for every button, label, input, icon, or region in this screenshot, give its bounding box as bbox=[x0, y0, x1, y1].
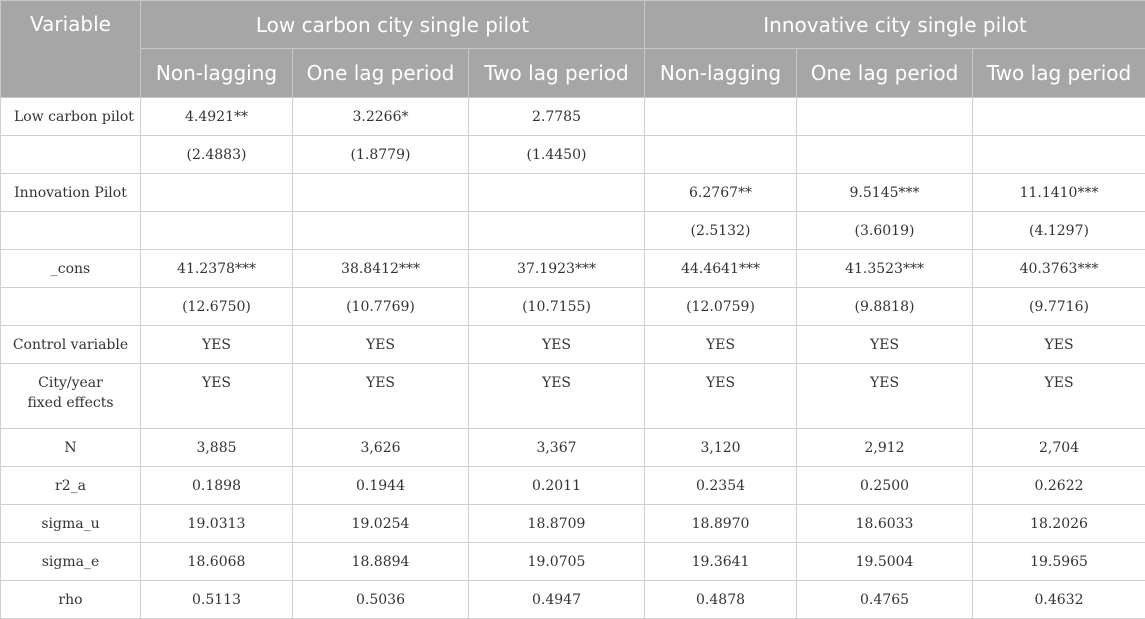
table-cell: (12.0759) bbox=[645, 288, 797, 326]
table-cell: 18.2026 bbox=[973, 505, 1145, 543]
table-cell bbox=[797, 136, 973, 174]
table-cell: 3.2266* bbox=[293, 98, 469, 136]
table-row bbox=[1, 288, 1145, 326]
header-subcol: Two lag period bbox=[469, 49, 645, 98]
table-cell: 0.5113 bbox=[141, 581, 293, 619]
table-row bbox=[1, 174, 1145, 212]
row-label: N bbox=[1, 429, 141, 467]
row-label: sigma_e bbox=[1, 543, 141, 581]
table-cell: YES bbox=[293, 326, 469, 364]
header-group-innovative: Innovative city single pilot bbox=[645, 1, 1145, 49]
table-cell bbox=[645, 98, 797, 136]
table-cell: YES bbox=[141, 364, 293, 429]
table-cell bbox=[141, 174, 293, 212]
table-cell: 18.6033 bbox=[797, 505, 973, 543]
table-cell: 0.4632 bbox=[973, 581, 1145, 619]
table-cell: 0.1898 bbox=[141, 467, 293, 505]
table-cell: (10.7769) bbox=[293, 288, 469, 326]
table-row bbox=[1, 429, 1145, 467]
table-cell: 0.4765 bbox=[797, 581, 973, 619]
table-cell: 3,120 bbox=[645, 429, 797, 467]
table-cell: 0.2011 bbox=[469, 467, 645, 505]
table-cell: 2,912 bbox=[797, 429, 973, 467]
table-cell bbox=[797, 98, 973, 136]
table-cell: 19.3641 bbox=[645, 543, 797, 581]
table-cell bbox=[645, 136, 797, 174]
table-cell: 0.2500 bbox=[797, 467, 973, 505]
table-row bbox=[1, 505, 1145, 543]
table-cell: 19.0705 bbox=[469, 543, 645, 581]
table-cell bbox=[973, 136, 1145, 174]
table-cell: 2.7785 bbox=[469, 98, 645, 136]
table-cell: 0.4947 bbox=[469, 581, 645, 619]
table-cell: YES bbox=[469, 326, 645, 364]
table-cell: 0.1944 bbox=[293, 467, 469, 505]
table-cell: (1.4450) bbox=[469, 136, 645, 174]
table-cell bbox=[973, 98, 1145, 136]
table-cell: 41.3523*** bbox=[797, 250, 973, 288]
table-cell: 19.0254 bbox=[293, 505, 469, 543]
table-cell: YES bbox=[973, 364, 1145, 429]
table-cell: (9.7716) bbox=[973, 288, 1145, 326]
table-cell: 0.2354 bbox=[645, 467, 797, 505]
table-row bbox=[1, 212, 1145, 250]
table-cell: 40.3763*** bbox=[973, 250, 1145, 288]
table-cell: 18.8709 bbox=[469, 505, 645, 543]
table-cell: 0.2622 bbox=[973, 467, 1145, 505]
row-label: rho bbox=[1, 581, 141, 619]
table-cell: YES bbox=[973, 326, 1145, 364]
row-label bbox=[1, 364, 141, 429]
table-cell: (4.1297) bbox=[973, 212, 1145, 250]
table-cell: 6.2767** bbox=[645, 174, 797, 212]
table-cell: 37.1923*** bbox=[469, 250, 645, 288]
table-cell: (1.8779) bbox=[293, 136, 469, 174]
table-row bbox=[1, 467, 1145, 505]
table-cell: 38.8412*** bbox=[293, 250, 469, 288]
table-cell: 19.5965 bbox=[973, 543, 1145, 581]
table-cell: 4.4921** bbox=[141, 98, 293, 136]
row-label bbox=[1, 136, 141, 174]
table-cell: 44.4641*** bbox=[645, 250, 797, 288]
table-cell bbox=[293, 174, 469, 212]
header-subcol: Two lag period bbox=[973, 49, 1145, 98]
table-cell: (10.7155) bbox=[469, 288, 645, 326]
table-cell: 3,885 bbox=[141, 429, 293, 467]
table-cell: 3,367 bbox=[469, 429, 645, 467]
table-cell bbox=[469, 174, 645, 212]
header-subcol: Non-lagging bbox=[645, 49, 797, 98]
row-label: Low carbon pilot bbox=[1, 98, 141, 136]
table-row bbox=[1, 326, 1145, 364]
table-cell bbox=[293, 212, 469, 250]
table-cell: 2,704 bbox=[973, 429, 1145, 467]
table-cell: 3,626 bbox=[293, 429, 469, 467]
table-cell: YES bbox=[645, 364, 797, 429]
table-cell bbox=[141, 212, 293, 250]
row-label: sigma_u bbox=[1, 505, 141, 543]
header-group-low-carbon: Low carbon city single pilot bbox=[141, 1, 645, 49]
row-label bbox=[1, 288, 141, 326]
table-cell: (9.8818) bbox=[797, 288, 973, 326]
table-cell: 19.0313 bbox=[141, 505, 293, 543]
table-cell: (3.6019) bbox=[797, 212, 973, 250]
table-row bbox=[1, 581, 1145, 619]
table-cell: 18.6068 bbox=[141, 543, 293, 581]
table-row bbox=[1, 364, 1145, 429]
table-row bbox=[1, 250, 1145, 288]
table-row bbox=[1, 98, 1145, 136]
table-cell: YES bbox=[797, 326, 973, 364]
row-label-line1: City/year bbox=[38, 375, 103, 391]
table-cell: YES bbox=[797, 364, 973, 429]
header-subcol: One lag period bbox=[797, 49, 973, 98]
table-cell: 18.8894 bbox=[293, 543, 469, 581]
table-cell: 0.4878 bbox=[645, 581, 797, 619]
table-body bbox=[1, 98, 1145, 619]
table-row bbox=[1, 136, 1145, 174]
header-subcol: One lag period bbox=[293, 49, 469, 98]
table-cell: (2.5132) bbox=[645, 212, 797, 250]
table-cell: YES bbox=[469, 364, 645, 429]
table-cell: 19.5004 bbox=[797, 543, 973, 581]
row-label-line2: fixed effects bbox=[27, 395, 113, 411]
table-cell: 11.1410*** bbox=[973, 174, 1145, 212]
row-label: _cons bbox=[1, 250, 141, 288]
table-header bbox=[1, 1, 1145, 98]
table-cell: 9.5145*** bbox=[797, 174, 973, 212]
table-cell: 0.5036 bbox=[293, 581, 469, 619]
header-variable: Variable bbox=[1, 1, 141, 98]
table-cell: (12.6750) bbox=[141, 288, 293, 326]
row-label: Innovation Pilot bbox=[1, 174, 141, 212]
table-cell bbox=[469, 212, 645, 250]
table-cell: 18.8970 bbox=[645, 505, 797, 543]
table-row bbox=[1, 543, 1145, 581]
table-cell: YES bbox=[293, 364, 469, 429]
row-label: Control variable bbox=[1, 326, 141, 364]
row-label bbox=[1, 212, 141, 250]
table-cell: (2.4883) bbox=[141, 136, 293, 174]
header-subcol: Non-lagging bbox=[141, 49, 293, 98]
table-cell: 41.2378*** bbox=[141, 250, 293, 288]
table-cell: YES bbox=[141, 326, 293, 364]
table-cell: YES bbox=[645, 326, 797, 364]
row-label: r2_a bbox=[1, 467, 141, 505]
